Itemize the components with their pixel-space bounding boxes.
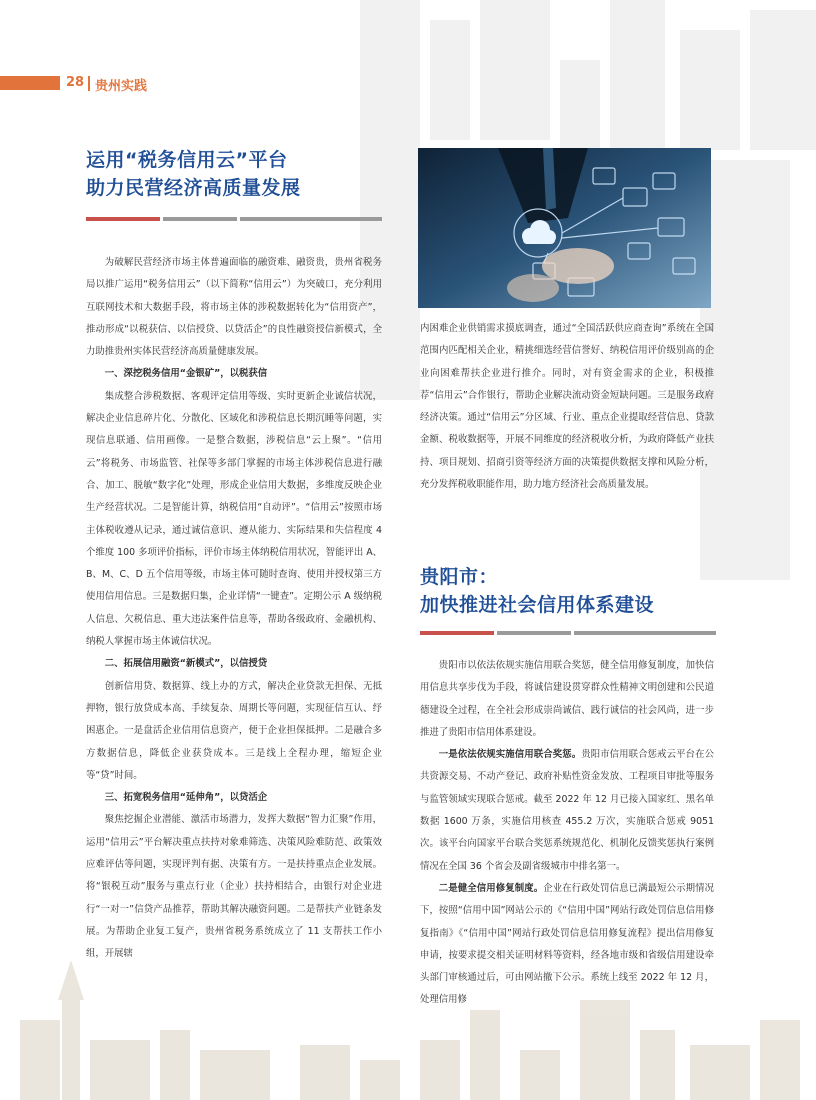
article2-title (420, 563, 720, 619)
section-title: 贵州实践 (95, 79, 148, 94)
article1-heading-2: 二、拓展信用融资“新模式”，以信授贷 (104, 658, 268, 670)
article1-title-line1: 运用“税务信用云”平台 (86, 149, 288, 171)
article1-paragraph-2: 创新信用贷、数据算、线上办的方式，解决企业贷款无担保、无抵押物，银行放贷成本高、手续复杂、周期长等问题，实现征信互认、纾困惠企。一是盘活企业信用信息资产，便于企业担保抵押。二是融合多方数据信息，降低企业获贷成本。三是线上全程办理，缩短企业等“贷”时间。 (86, 680, 382, 781)
article1-paragraph-3: 聚焦挖掘企业潜能、激活市场潜力，发挥大数据“智力汇聚”作用，运用“信用云”平台解决重点扶持对象难筛选、决策风险难防范、政策效应难评估等问题，实现评判有据、决策有方。一是扶持重点企业发展。将“银税互动”服务与重点行业（企业）扶持相结合，由银行对企业进行“一对一”信贷产品推荐，帮助其解决融资问题。二是帮扶产业链条发展。为帮助企业复工复产，贵州省税务系统成立了 11 支帮扶工作小组，开展辖 (86, 814, 382, 960)
article1-paragraph-3-continued: 内困难企业供销需求摸底调查，通过“全国活跃供应商查询”系统在全国范围内匹配相关企业，精挑细选经营信誉好、纳税信用评价级别高的企业向困难帮扶企业进行推介。同时，对有资金需求的企业，积极推荐“信用云”合作银行，帮助企业解决流动资金短缺问题。三是服务政府经济决策。通过“信用云”分区域、行业、重点企业提取经营信息、贷款金额、税收数据等，开展不同维度的经济税收分析，为政府降低产业扶持、项目规划、招商引资等经济方面的决策提供数据支撑和风险分析，充分发挥税收职能作用，助力地方经济社会高质量发展。 (420, 323, 714, 491)
article1-heading-1: 一、深挖税务信用“金银矿”，以税获信 (104, 368, 268, 380)
article1-title-line2: 助力民营经济高质量发展 (86, 177, 301, 199)
article1-right-continuation (420, 318, 714, 496)
article1-title-rule (86, 217, 382, 221)
header-divider (88, 76, 90, 91)
article1-intro: 为破解民营经济市场主体普遍面临的融资难、融资贵，贵州省税务局以推广运用“税务信用云”（以下简称“信用云”）为突破口，充分利用互联网技术和大数据手段，将市场主体的涉税数据转化为“信用资产”，推动形成“以税获信、以信授贷、以贷活企”的良性融资授信新模式，全力助推贵州实体民营经济高质量健康发展。 (86, 257, 382, 358)
article2-lead-1: 一是依法依规实施信用联合奖惩。 (438, 749, 582, 761)
article1-paragraph-1: 集成整合涉税数据、客观评定信用等级、实时更新企业诚信状况，解决企业信息碎片化、分散化、区域化和涉税信息长期沉睡等问题，实现信息联通、信用画像。一是整合数据，涉税信息“云上聚”。“信用云”将税务、市场监管、社保等多部门掌握的市场主体涉税信息进行融合、加工、脱敏“数字化”处理，形成企业信用大数据，多维度反映企业生产经营状况。二是智能计算，纳税信用“自动评”。“信用云”按照市场主体税收遵从记录，通过诚信意识、遵从能力、实际结果和失信程度 4 个维度 100 多项评价指标，评价市场主体纳税信用状况，智能评出 A、B、M、C、D 五个信用等级，市场主体可随时查询、使用并授权第三方使用信用信息。三是数据归集，企业详情“一键查”。定期公示 A 级纳税人信息、欠税信息、重大违法案件信息等，帮助各级政府、金融机构、纳税人掌握市场主体诚信状况。 (86, 390, 382, 648)
article2-lead-2: 二是健全信用修复制度。 (438, 882, 544, 894)
article2-title-line1: 贵阳市： (420, 566, 499, 588)
article2-paragraph-2-text: 企业在行政处罚信息已满最短公示期情况下，按照“信用中国”网站公示的《“信用中国”网站行政处罚信息信用修复指南》《“信用中国”网站行政处罚信息信用修复流程》提出信用修复申请，按要求提交相关证明材料等资料，经各地市级和省级信用建设牵头部门审核通过后，可由网站撤下公示。系统上线至 2022 年 12 月，处理信用修 (420, 882, 714, 1006)
article2-paragraph-1 (420, 744, 714, 878)
page-number: 28 (66, 75, 85, 90)
article1-heading-3: 三、拓宽税务信用“延伸角”，以贷活企 (104, 792, 268, 804)
article2-title-line2: 加快推进社会信用体系建设 (420, 594, 655, 616)
article1-left-column (86, 252, 382, 966)
article-photo (418, 148, 711, 308)
article2-paragraph-2 (420, 878, 714, 1012)
header-accent-bar (0, 76, 60, 90)
article2-paragraph-1-text: 贵阳市信用联合惩戒云平台在公共资源交易、不动产登记、政府补贴性资金发放、工程项目审批等服务与监管领域实现联合惩戒。截至 2022 年 12 月已接入国家红、黑名单数据 1600 万条，实施信用核查 455.2 万次，实施联合惩戒 9051 次。该平台向国家平台联合奖惩系统规范化、机制化反馈奖惩执行案例情况在全国 36 个省会及副省级城市中排名第一。 (420, 749, 714, 872)
article2-title-rule (420, 631, 716, 635)
article2-intro: 贵阳市以依法依规实施信用联合奖惩，健全信用修复制度，加快信用信息共享步伐为手段，将诚信建设贯穿群众性精神文明创建和公民道德建设全过程，在全社会形成崇尚诚信、践行诚信的社会风尚，进一步推进了贵阳市信用体系建设。 (420, 660, 714, 738)
article1-title (86, 146, 386, 202)
article2-body (420, 655, 714, 1012)
